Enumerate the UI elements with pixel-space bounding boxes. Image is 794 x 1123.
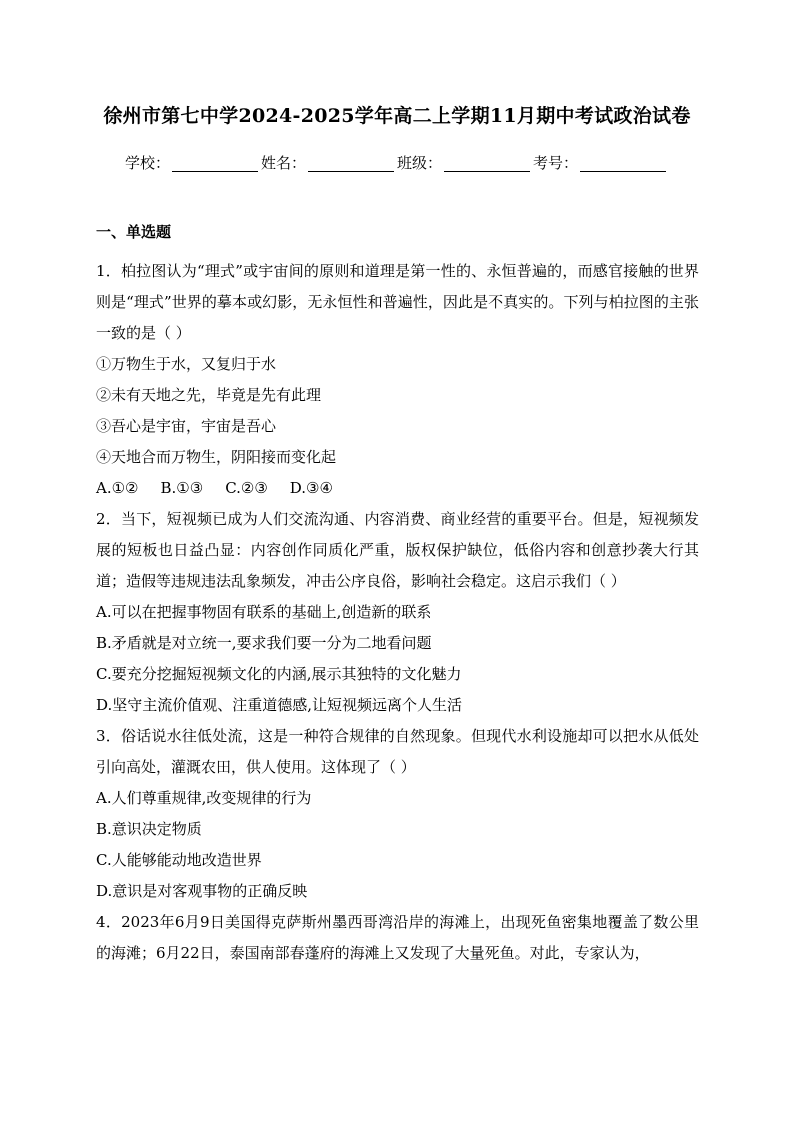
question-2-choice-d: D.坚守主流价值观、注重道德感,让短视频远离个人生活 — [96, 696, 463, 714]
question-1-item-1: ①万物生于水，又复归于水 — [96, 355, 277, 373]
question-2-text: 2．当下，短视频已成为人们交流沟通、内容消费、商业经营的重要平台。但是，短视频发展的短板也日益凸显：内容创作同质化严重，版权保护缺位，低俗内容和创意抄袭大行其道；造假等违规违法乱象频发，冲击公序良俗，影响社会稳定。这启示我们（ ） — [96, 510, 699, 590]
question-3-choice-d: D.意识是对客观事物的正确反映 — [96, 882, 308, 900]
student-info-line — [0, 152, 794, 174]
questions-body — [96, 256, 699, 969]
question-1-choice-d: D.③④ — [289, 479, 333, 497]
question-2-choice-a: A.可以在把握事物固有联系的基础上,创造新的联系 — [96, 603, 432, 621]
question-1-choice-a: A.①② — [96, 479, 139, 497]
school-blank[interactable] — [172, 157, 258, 172]
question-1-choices — [96, 473, 699, 504]
section-heading: 一、单选题 — [96, 223, 172, 241]
question-1-text: 1．柏拉图认为“理式”或宇宙间的原则和道理是第一性的、永恒普遍的，而感官接触的世界则是“理式”世界的摹本或幻影，无永恒性和普遍性，因此是不真实的。下列与柏拉图的主张一致的是（ ） — [96, 262, 699, 342]
question-3-choice-a: A.人们尊重规律,改变规律的行为 — [96, 789, 312, 807]
question-3-text: 3．俗话说水往低处流，这是一种符合规律的自然现象。但现代水利设施却可以把水从低处引向高处，灌溉农田，供人使用。这体现了（ ） — [96, 727, 699, 776]
question-1-choice-b: B.①③ — [160, 479, 204, 497]
exam-title: 徐州市第七中学2024-2025学年高二上学期11月期中考试政治试卷 — [103, 105, 691, 127]
exam-number-blank[interactable] — [580, 157, 666, 172]
question-1-choice-c: C.②③ — [225, 479, 268, 497]
question-1-item-4: ④天地合而万物生，阴阳接而变化起 — [96, 448, 337, 466]
question-2-choice-b: B.矛盾就是对立统一,要求我们要一分为二地看问题 — [96, 634, 432, 652]
name-blank[interactable] — [308, 157, 394, 172]
question-4-text: 4．2023年6月9日美国得克萨斯州墨西哥湾沿岸的海滩上，出现死鱼密集地覆盖了数公里的海滩；6月22日，泰国南部春蓬府的海滩上又发现了大量死鱼。对此，专家认为， — [96, 913, 699, 962]
question-1-item-2: ②未有天地之先，毕竟是先有此理 — [96, 386, 322, 404]
school-label: 学校： — [124, 154, 170, 172]
name-label: 姓名： — [260, 154, 306, 172]
class-label: 班级： — [397, 154, 443, 172]
question-3-choice-b: B.意识决定物质 — [96, 820, 202, 838]
class-blank[interactable] — [444, 157, 530, 172]
exam-number-label: 考号： — [533, 154, 579, 172]
question-3-choice-c: C.人能够能动地改造世界 — [96, 851, 262, 869]
question-2-choice-c: C.要充分挖掘短视频文化的内涵,展示其独特的文化魅力 — [96, 665, 462, 683]
question-1-item-3: ③吾心是宇宙，宇宙是吾心 — [96, 417, 277, 435]
